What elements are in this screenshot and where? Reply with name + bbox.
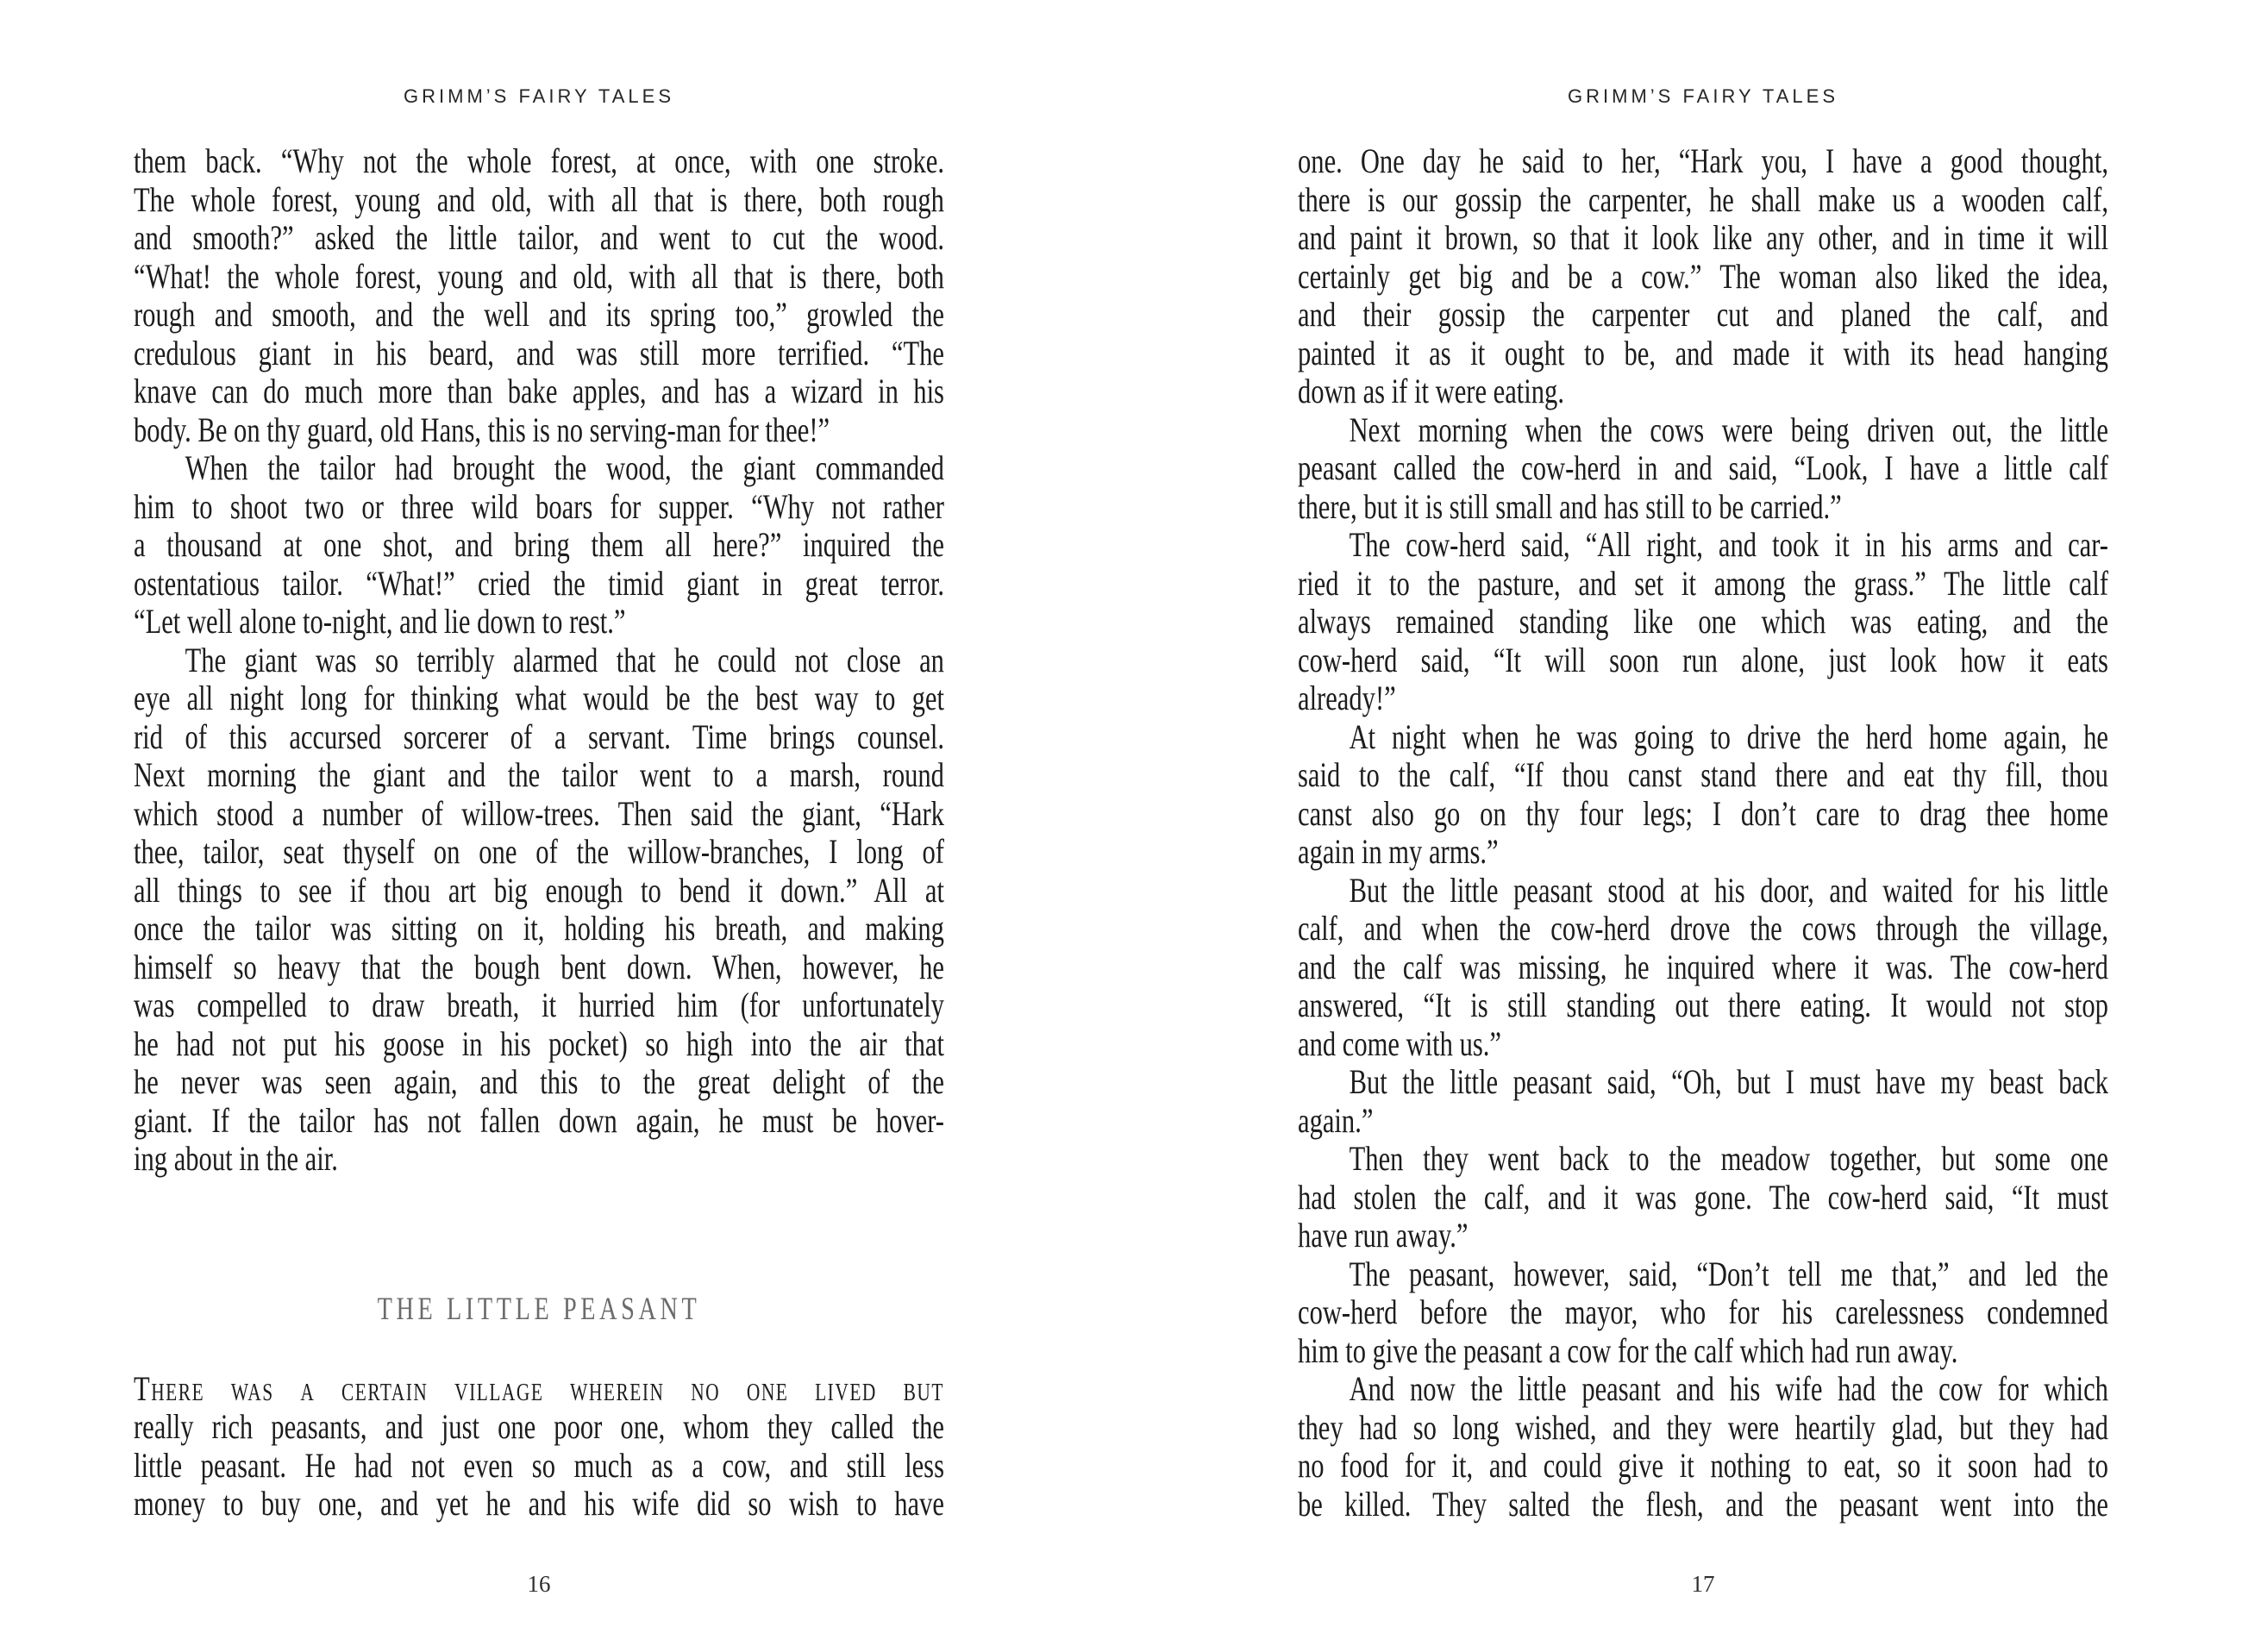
text-line: answered, “It is still standing out there eating. It would not stop (1298, 986, 2108, 1024)
text-line: again.” (1298, 1100, 1374, 1140)
text-line: But the little peasant stood at his door, and waited for his little (1349, 870, 2108, 910)
text-line: down as if it were eating. (1298, 372, 1564, 410)
text-line: peasant called the cow-herd in and said, “Look, I have a little calf (1298, 448, 2108, 487)
text-line: knave can do much more than bake apples, and has a wizard in his (134, 372, 944, 410)
page-16 (134, 0, 944, 1652)
text-line: When the tailor had brought the wood, the giant commanded (185, 448, 944, 487)
text-line: and come with us.” (1298, 1023, 1501, 1063)
text-line: Next morning the giant and the tailor went to a marsh, round (134, 755, 944, 794)
text-line: cow-herd said, “It will soon run alone, just look how it eats (1298, 640, 2108, 679)
text-line: and the calf was missing, he inquired where it was. The cow-herd (1298, 947, 2108, 986)
text-line: again in my arms.” (1298, 832, 1499, 871)
text-line: ostentatious tailor. “What!” cried the timid giant in great terror. (134, 563, 944, 603)
text-line: canst also go on thy four legs; I don’t care to drag thee home (1298, 793, 2108, 833)
text-line: The peasant, however, said, “Don’t tell me that,” and led the (1349, 1254, 2108, 1293)
text-line: calf, and when the cow-herd drove the cows through the village, (1298, 909, 2108, 948)
text-line: all things to see if thou art big enough to bend it down.” All at (134, 870, 944, 910)
text-line: was compelled to draw breath, it hurried him (for unfortunately (134, 986, 944, 1024)
text-line: The cow-herd said, “All right, and took it in his arms and car- (1349, 525, 2108, 564)
text-line: always remained standing like one which was eating, and the (1298, 602, 2108, 641)
text-line: At night when he was going to drive the herd home again, he (1349, 716, 2108, 756)
text-line: ried it to the pasture, and set it among the grass.” The little calf (1298, 563, 2108, 603)
text-line: The whole forest, young and old, with all that is there, both rough (134, 179, 944, 219)
text-line: “Let well alone to-night, and lie down to rest.” (134, 602, 626, 641)
text-line: already!” (1298, 679, 1396, 717)
text-line: one. One day he said to her, “Hark you, I have a good thought, (1298, 141, 2108, 180)
text-line: “What! the whole forest, young and old, with all that is there, both (134, 256, 944, 296)
text-line: Next morning when the cows were being driven out, the little (1349, 410, 2108, 449)
page-number: 16 (527, 1571, 551, 1597)
text-line: have run away.” (1298, 1216, 1469, 1255)
text-line: money to buy one, and yet he and his wife did so wish to have (134, 1484, 944, 1523)
text-line: there, but it is still small and has still to be carried.” (1298, 486, 1842, 526)
text-column-left (134, 142, 944, 1524)
text-line: no food for it, and could give it nothing to eat, so it soon had to (1298, 1446, 2108, 1485)
running-header: GRIMM’S FAIRY TALES (404, 85, 674, 107)
text-line: certainly get big and be a cow.” The woman also liked the idea, (1298, 256, 2108, 296)
text-line: once the tailor was sitting on it, holding his breath, and making (134, 909, 944, 948)
page-17 (1298, 0, 2108, 1652)
text-line: rough and smooth, and the well and its spring too,” growled the (134, 295, 944, 334)
text-line: really rich peasants, and just one poor one, whom they called the (134, 1407, 944, 1446)
text-line: and their gossip the carpenter cut and planed the calf, and (1298, 295, 2108, 334)
text-line: But the little peasant said, “Oh, but I must have my beast back (1349, 1062, 2108, 1101)
text-line: The giant was so terribly alarmed that he could not close an (185, 640, 944, 679)
text-line: himself so heavy that the bough bent down. When, however, he (134, 947, 944, 986)
chapter-title: THE LITTLE PEASANT (377, 1291, 701, 1327)
text-line: which stood a number of willow-trees. Then said the giant, “Hark (134, 793, 944, 833)
text-line: and smooth?” asked the little tailor, and went to cut the wood. (134, 218, 944, 257)
text-line: thee, tailor, seat thyself on one of the willow-branches, I long of (134, 832, 944, 871)
text-line: them back. “Why not the whole forest, at once, with one stroke. (134, 141, 944, 180)
text-line: ing about in the air. (134, 1139, 338, 1178)
text-line: had stolen the calf, and it was gone. The cow-herd said, “It must (1298, 1177, 2108, 1217)
page-number: 17 (1691, 1571, 1715, 1597)
text-line: And now the little peasant and his wife had the cow for which (1349, 1369, 2108, 1408)
text-line: and paint it brown, so that it look like any other, and in time it will (1298, 218, 2108, 257)
text-line: There was a certain village wherein no one lived but (134, 1368, 944, 1408)
text-line: there is our gossip the carpenter, he shall make us a wooden calf, (1298, 179, 2108, 219)
text-line: rid of this accursed sorcerer of a servant. Time brings counsel. (134, 716, 944, 756)
text-line: credulous giant in his beard, and was still more terrified. “The (134, 333, 944, 372)
text-line: cow-herd before the mayor, who for his carelessness condemned (1298, 1292, 2108, 1331)
text-line: eye all night long for thinking what would be the best way to get (134, 679, 944, 717)
text-line: little peasant. He had not even so much as a cow, and still less (134, 1445, 944, 1485)
text-line: him to give the peasant a cow for the calf which had run away. (1298, 1330, 1958, 1370)
text-line: body. Be on thy guard, old Hans, this is no serving-man for thee!” (134, 410, 830, 449)
running-header: GRIMM’S FAIRY TALES (1568, 85, 1838, 107)
text-line: a thousand at one shot, and bring them all here?” inquired the (134, 525, 944, 564)
text-line: said to the calf, “If thou canst stand there and eat thy fill, thou (1298, 755, 2108, 794)
text-line: painted it as it ought to be, and made it with its head hanging (1298, 333, 2108, 372)
text-line: be killed. They salted the flesh, and the peasant went into the (1298, 1484, 2108, 1524)
text-line: giant. If the tailor has not fallen down again, he must be hover- (134, 1100, 944, 1140)
text-line: they had so long wished, and they were heartily glad, but they had (1298, 1407, 2108, 1447)
text-line: him to shoot two or three wild boars for supper. “Why not rather (134, 486, 944, 526)
text-line: Then they went back to the meadow together, but some one (1349, 1139, 2108, 1178)
text-line: he never was seen again, and this to the great delight of the (134, 1062, 944, 1101)
text-column-right (1298, 142, 2108, 1524)
text-line: he had not put his goose in his pocket) so high into the air that (134, 1023, 944, 1063)
